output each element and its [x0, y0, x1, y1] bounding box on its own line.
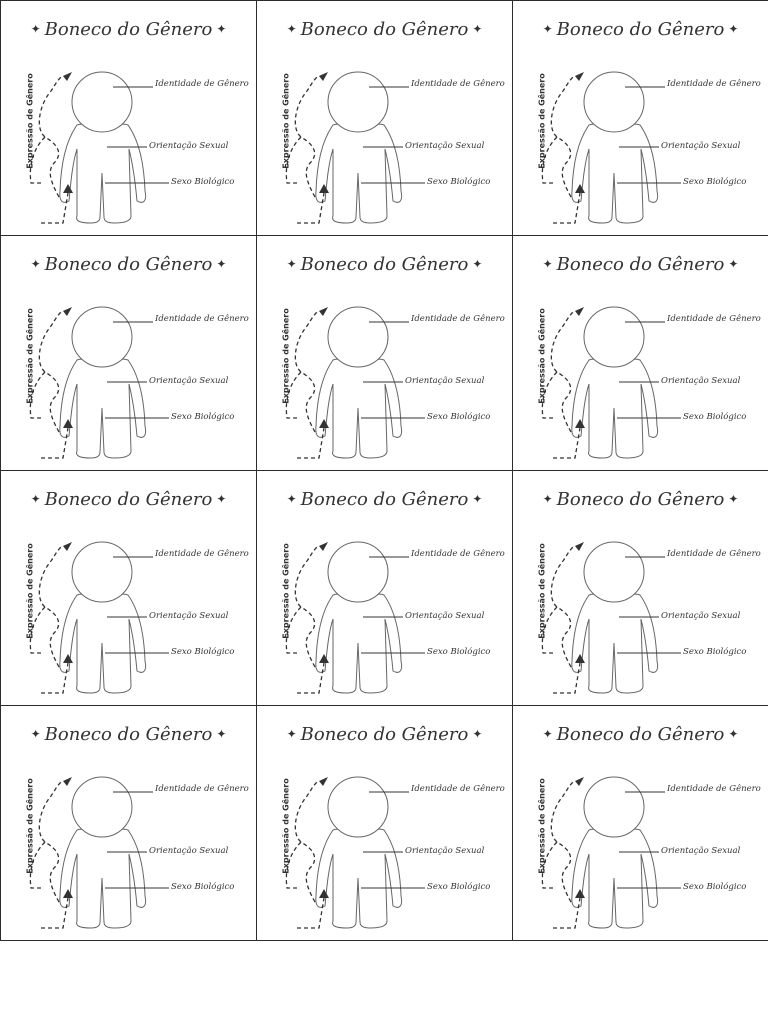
gender-figure [1, 236, 257, 471]
star-icon: ✦ [472, 22, 483, 36]
arrow-up-icon [63, 654, 73, 663]
figure-body-outline [316, 829, 402, 928]
arrow-up-icon [319, 72, 328, 81]
arrow-up-icon [575, 777, 584, 786]
figure-body-outline [60, 829, 146, 928]
star-icon: ✦ [728, 492, 739, 506]
star-icon: ✦ [30, 492, 41, 506]
gender-figure [1, 706, 257, 941]
card-title-text: Boneco do Gênero [556, 489, 725, 510]
expression-dashed-arrow [551, 312, 580, 458]
orientation-label: Orientação Sexual [661, 611, 741, 621]
figure-body-outline [316, 359, 402, 458]
expression-dashed-arrow [295, 547, 324, 693]
sex-label: Sexo Biológico [171, 177, 235, 187]
card-title-text: Boneco do Gênero [300, 724, 469, 745]
arrow-up-icon [63, 542, 72, 551]
card-title-text: Boneco do Gênero [556, 254, 725, 275]
identity-label: Identidade de Gênero [411, 784, 505, 794]
gender-figure [513, 236, 768, 471]
sex-label: Sexo Biológico [683, 647, 747, 657]
arrow-up-icon [63, 889, 73, 898]
card-title-text: Boneco do Gênero [44, 489, 213, 510]
gender-card [0, 235, 257, 471]
arrow-up-icon [319, 654, 329, 663]
expression-label: Expressão de Gênero [281, 778, 291, 874]
expression-dashed-arrow [551, 782, 580, 928]
arrow-up-icon [575, 419, 585, 428]
gender-card [512, 0, 768, 236]
gender-card [256, 470, 513, 706]
orientation-label: Orientação Sexual [149, 611, 229, 621]
expression-label: Expressão de Gênero [25, 543, 35, 639]
gender-card [512, 705, 768, 941]
card-title-text: Boneco do Gênero [44, 19, 213, 40]
arrow-up-icon [63, 72, 72, 81]
star-icon: ✦ [216, 492, 227, 506]
gender-card [256, 235, 513, 471]
figure-body-outline [572, 124, 658, 223]
orientation-label: Orientação Sexual [149, 376, 229, 386]
gender-card [0, 470, 257, 706]
expression-label: Expressão de Gênero [281, 73, 291, 169]
expression-label: Expressão de Gênero [537, 778, 547, 874]
figure-head [72, 307, 132, 367]
expression-dashed-arrow [39, 547, 68, 693]
figure-head [328, 72, 388, 132]
star-icon: ✦ [216, 22, 227, 36]
arrow-up-icon [63, 307, 72, 316]
sex-label: Sexo Biológico [171, 882, 235, 892]
orientation-label: Orientação Sexual [661, 376, 741, 386]
figure-head [584, 542, 644, 602]
star-icon: ✦ [542, 22, 553, 36]
star-icon: ✦ [542, 257, 553, 271]
gender-card [256, 0, 513, 236]
identity-label: Identidade de Gênero [667, 79, 761, 89]
expression-label: Expressão de Gênero [25, 778, 35, 874]
gender-card [0, 0, 257, 236]
figure-body-outline [60, 594, 146, 693]
arrow-up-icon [319, 307, 328, 316]
orientation-label: Orientação Sexual [661, 846, 741, 856]
expression-dashed-arrow [295, 312, 324, 458]
figure-body-outline [60, 359, 146, 458]
gender-card [0, 705, 257, 941]
star-icon: ✦ [286, 257, 297, 271]
star-icon: ✦ [542, 492, 553, 506]
card-title-text: Boneco do Gênero [300, 489, 469, 510]
identity-label: Identidade de Gênero [667, 549, 761, 559]
star-icon: ✦ [728, 22, 739, 36]
figure-body-outline [572, 829, 658, 928]
star-icon: ✦ [728, 257, 739, 271]
arrow-up-icon [319, 889, 329, 898]
sex-label: Sexo Biológico [683, 412, 747, 422]
card-title-text: Boneco do Gênero [44, 254, 213, 275]
star-icon: ✦ [30, 22, 41, 36]
arrow-up-icon [575, 72, 584, 81]
gender-figure [1, 1, 257, 236]
star-icon: ✦ [30, 257, 41, 271]
arrow-up-icon [319, 777, 328, 786]
figure-head [584, 777, 644, 837]
identity-label: Identidade de Gênero [411, 79, 505, 89]
arrow-up-icon [319, 184, 329, 193]
sex-label: Sexo Biológico [683, 177, 747, 187]
orientation-label: Orientação Sexual [405, 141, 485, 151]
identity-label: Identidade de Gênero [155, 314, 249, 324]
gender-card [256, 705, 513, 941]
sex-label: Sexo Biológico [171, 647, 235, 657]
gender-figure [257, 471, 513, 706]
arrow-up-icon [63, 419, 73, 428]
star-icon: ✦ [728, 727, 739, 741]
expression-label: Expressão de Gênero [537, 73, 547, 169]
expression-dashed-arrow [551, 547, 580, 693]
identity-label: Identidade de Gênero [155, 784, 249, 794]
identity-label: Identidade de Gênero [667, 314, 761, 324]
figure-body-outline [316, 594, 402, 693]
arrow-up-icon [575, 184, 585, 193]
expression-label: Expressão de Gênero [281, 543, 291, 639]
arrow-up-icon [575, 654, 585, 663]
orientation-label: Orientação Sexual [149, 846, 229, 856]
arrow-up-icon [319, 542, 328, 551]
identity-label: Identidade de Gênero [155, 549, 249, 559]
figure-head [72, 777, 132, 837]
gender-figure [513, 471, 768, 706]
expression-label: Expressão de Gênero [537, 308, 547, 404]
card-title-text: Boneco do Gênero [44, 724, 213, 745]
arrow-up-icon [63, 184, 73, 193]
card-title-text: Boneco do Gênero [556, 19, 725, 40]
gender-figure [257, 1, 513, 236]
orientation-label: Orientação Sexual [405, 846, 485, 856]
sex-label: Sexo Biológico [427, 412, 491, 422]
figure-body-outline [316, 124, 402, 223]
expression-dashed-arrow [551, 77, 580, 223]
identity-label: Identidade de Gênero [667, 784, 761, 794]
star-icon: ✦ [30, 727, 41, 741]
sex-label: Sexo Biológico [171, 412, 235, 422]
star-icon: ✦ [286, 22, 297, 36]
identity-label: Identidade de Gênero [411, 314, 505, 324]
expression-dashed-arrow [39, 782, 68, 928]
expression-label: Expressão de Gênero [281, 308, 291, 404]
gender-card [512, 470, 768, 706]
figure-head [584, 307, 644, 367]
arrow-up-icon [63, 777, 72, 786]
figure-head [328, 777, 388, 837]
star-icon: ✦ [472, 492, 483, 506]
figure-body-outline [60, 124, 146, 223]
star-icon: ✦ [216, 257, 227, 271]
arrow-up-icon [575, 889, 585, 898]
orientation-label: Orientação Sexual [405, 611, 485, 621]
star-icon: ✦ [286, 492, 297, 506]
expression-label: Expressão de Gênero [25, 308, 35, 404]
figure-head [72, 542, 132, 602]
figure-head [328, 307, 388, 367]
star-icon: ✦ [472, 727, 483, 741]
expression-dashed-arrow [39, 77, 68, 223]
card-title-text: Boneco do Gênero [300, 19, 469, 40]
identity-label: Identidade de Gênero [155, 79, 249, 89]
orientation-label: Orientação Sexual [405, 376, 485, 386]
gender-figure [257, 706, 513, 941]
sex-label: Sexo Biológico [683, 882, 747, 892]
star-icon: ✦ [286, 727, 297, 741]
sex-label: Sexo Biológico [427, 882, 491, 892]
arrow-up-icon [319, 419, 329, 428]
gender-figure [513, 1, 768, 236]
card-title-text: Boneco do Gênero [300, 254, 469, 275]
gender-figure [1, 471, 257, 706]
orientation-label: Orientação Sexual [149, 141, 229, 151]
figure-head [72, 72, 132, 132]
arrow-up-icon [575, 542, 584, 551]
gender-card [512, 235, 768, 471]
expression-dashed-arrow [295, 77, 324, 223]
arrow-up-icon [575, 307, 584, 316]
figure-body-outline [572, 594, 658, 693]
star-icon: ✦ [472, 257, 483, 271]
identity-label: Identidade de Gênero [411, 549, 505, 559]
star-icon: ✦ [542, 727, 553, 741]
figure-head [584, 72, 644, 132]
card-title-text: Boneco do Gênero [556, 724, 725, 745]
expression-dashed-arrow [39, 312, 68, 458]
sex-label: Sexo Biológico [427, 177, 491, 187]
expression-label: Expressão de Gênero [537, 543, 547, 639]
expression-label: Expressão de Gênero [25, 73, 35, 169]
figure-head [328, 542, 388, 602]
gender-figure [513, 706, 768, 941]
orientation-label: Orientação Sexual [661, 141, 741, 151]
expression-dashed-arrow [295, 782, 324, 928]
star-icon: ✦ [216, 727, 227, 741]
figure-body-outline [572, 359, 658, 458]
sex-label: Sexo Biológico [427, 647, 491, 657]
gender-figure [257, 236, 513, 471]
